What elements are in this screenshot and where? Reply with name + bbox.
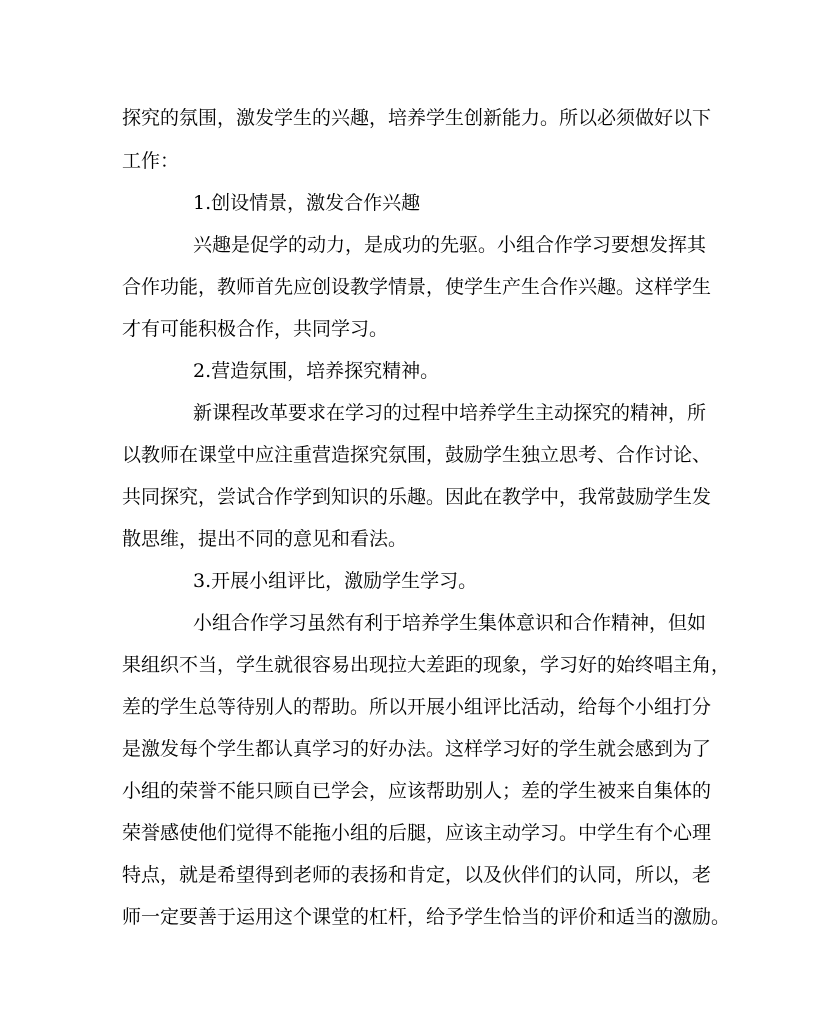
- text-line: 果组织不当，学生就很容易出现拉大差距的现象，学习好的始终唱主角，: [122, 654, 731, 676]
- text-line: 共同探究，尝试合作学到知识的乐趣。因此在教学中，我常鼓励学生发: [122, 486, 712, 508]
- text-line: 特点，就是希望得到老师的表扬和肯定，以及伙伴们的认同，所以，老: [122, 864, 712, 886]
- section-heading: 2.营造氛围，培养探究精神。: [193, 360, 440, 382]
- section-heading: 3.开展小组评比，激励学生学习。: [193, 570, 478, 592]
- text-line: 是激发每个学生都认真学习的好办法。这样学习好的学生就会感到为了: [122, 738, 712, 760]
- text-line: 师一定要善于运用这个课堂的杠杆，给予学生恰当的评价和适当的激励。: [122, 906, 731, 928]
- text-line: 小组合作学习虽然有利于培养学生集体意识和合作精神，但如: [193, 612, 707, 634]
- text-line: 工作：: [122, 150, 180, 172]
- text-line: 小组的荣誉不能只顾自已学会，应该帮助别人；差的学生被来自集体的: [122, 780, 712, 802]
- text-line: 以教师在课堂中应注重营造探究氛围，鼓励学生独立思考、合作讨论、: [122, 444, 712, 466]
- text-line: 才有可能积极合作，共同学习。: [122, 318, 389, 340]
- text-line: 兴趣是促学的动力，是成功的先驱。小组合作学习要想发挥其: [193, 234, 707, 256]
- section-heading: 1.创设情景，激发合作兴趣: [193, 192, 421, 214]
- text-line: 合作功能，教师首先应创设教学情景，使学生产生合作兴趣。这样学生: [122, 276, 712, 298]
- text-line: 新课程改革要求在学习的过程中培养学生主动探究的精神，所: [193, 402, 707, 424]
- text-line: 差的学生总等待别人的帮助。所以开展小组评比活动，给每个小组打分: [122, 696, 712, 718]
- text-line: 散思维，提出不同的意见和看法。: [122, 528, 408, 550]
- text-line: 荣誉感使他们觉得不能拖小组的后腿，应该主动学习。中学生有个心理: [122, 822, 712, 844]
- text-line: 探究的氛围，激发学生的兴趣，培养学生创新能力。所以必须做好以下: [122, 107, 712, 129]
